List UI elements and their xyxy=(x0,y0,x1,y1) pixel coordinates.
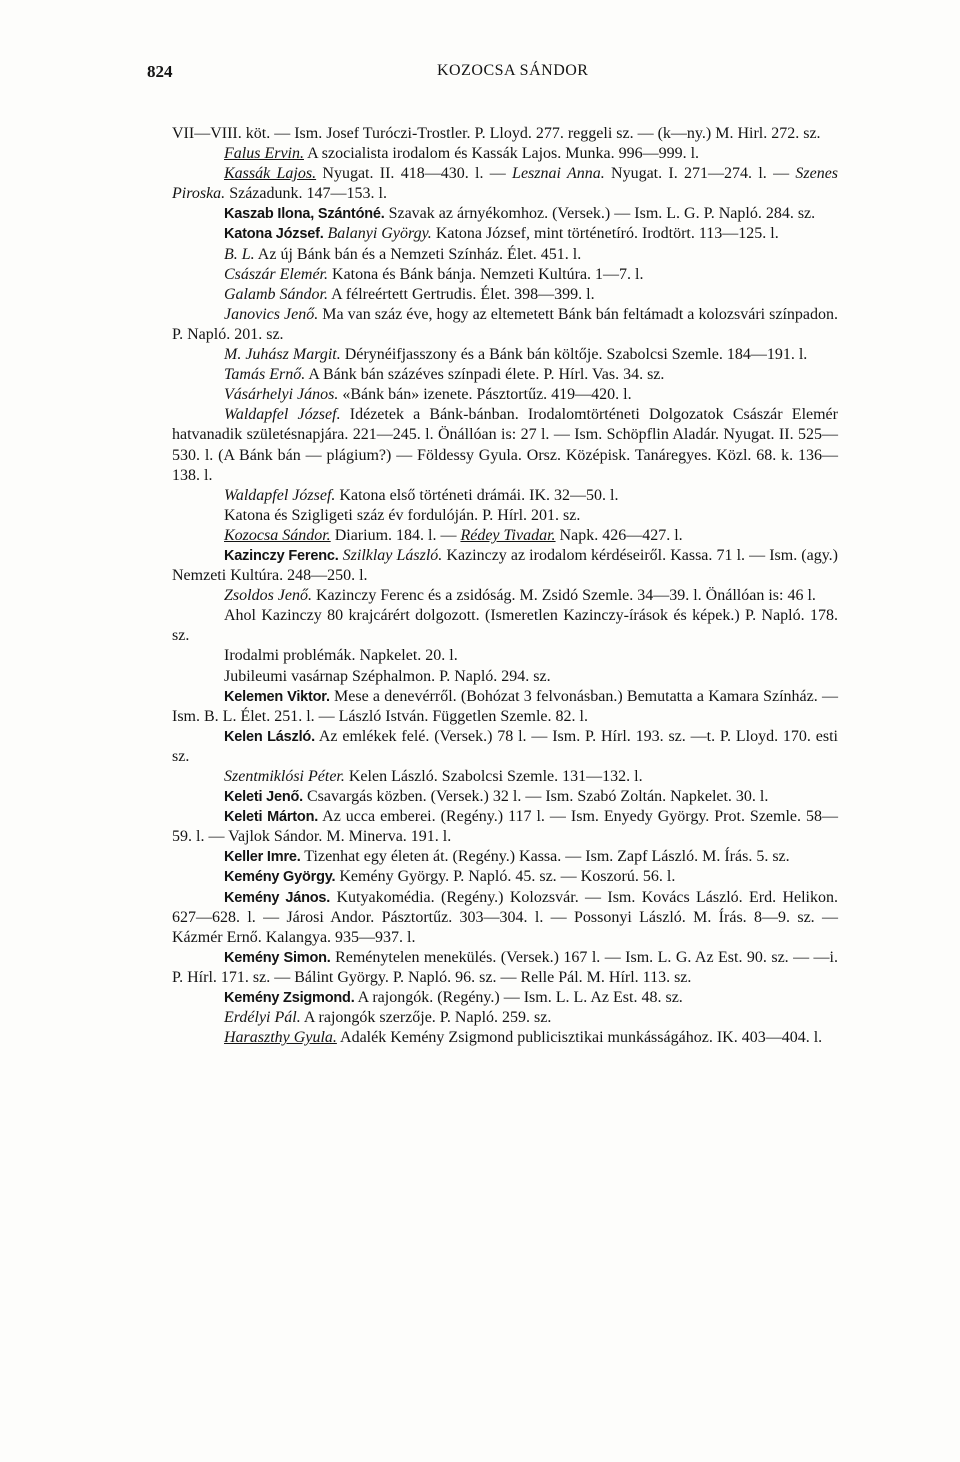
bibliography-entry xyxy=(172,526,838,546)
page-header xyxy=(147,62,837,86)
entry-text: «Bánk bán» izenete. Pásztortűz. 419—420. l. xyxy=(338,386,632,404)
entry-text: Szavak az árnyékomhoz. (Versek.) — Ism. L. G. P. Napló. 284. sz. xyxy=(384,205,816,223)
bibliography-entry xyxy=(172,385,838,405)
entry-name: Szenes Piroska. xyxy=(172,165,839,203)
bibliography-entry xyxy=(172,285,838,305)
entry-text: Reménytelen menekülés. (Versek.) 167 l. — Ism. L. G. Az Est. 90. sz. — —i. P. Hírl. 171. sz. — Bálint György. P. Napló. 96. sz. — Relle Pál. M. Hírl. 113. sz. xyxy=(172,948,838,986)
bibliography-entry xyxy=(172,1008,838,1028)
page-number: 824 xyxy=(147,62,173,81)
bibliography-entry xyxy=(172,586,838,606)
bibliography-entry xyxy=(172,164,838,204)
entry-text: Tizenhat egy életen át. (Regény.) Kassa. — Ism. Zapf László. M. Írás. 5. sz. xyxy=(300,848,790,866)
entry-name: Császár Elemér. xyxy=(224,265,329,283)
bibliography-body xyxy=(172,124,838,1048)
bibliography-entry xyxy=(172,486,838,506)
entry-name: Lesznai Anna. xyxy=(512,165,605,183)
bibliography-entry xyxy=(172,506,838,526)
entry-text: Irodalmi problémák. Napkelet. 20. l. xyxy=(224,647,458,665)
entry-text: Ahol Kazinczy 80 krajcárért dolgozott. (Ismeretlen Kazinczy-írások és képek.) P. Napló. 178. sz. xyxy=(172,607,838,645)
bibliography-entry xyxy=(172,144,838,164)
entry-name: Kemény Simon. xyxy=(224,949,331,966)
entry-text: Katona és Bánk bánja. Nemzeti Kultúra. 1—7. l. xyxy=(328,265,644,283)
entry-name: Janovics Jenő. xyxy=(224,305,319,323)
bibliography-entry xyxy=(172,124,838,144)
entry-text: Az ucca emberei. (Regény.) 117 l. — Ism. Enyedy György. Prot. Szemle. 58—59. l. — Vajlok Sándor. M. Minerva. 191. l. xyxy=(172,808,838,846)
entry-text: Katona első történeti drámái. IK. 32—50. l. xyxy=(335,486,619,504)
entry-name: Keller Imre. xyxy=(224,849,301,866)
entry-text: A Bánk bán százéves színpadi élete. P. Hírl. Vas. 34. sz. xyxy=(305,366,665,384)
bibliography-entry xyxy=(172,365,838,385)
entry-text: Jubileumi vasárnap Széphalmon. P. Napló. 294. sz. xyxy=(224,667,551,685)
entry-name: Rédey Tivadar. xyxy=(460,526,556,544)
entry-text: Nyugat. II. 418—430. l. — xyxy=(316,165,513,183)
entry-name: Erdélyi Pál. xyxy=(224,1009,301,1027)
entry-name: Waldapfel József. xyxy=(224,406,341,424)
entry-name: Keleti Márton. xyxy=(224,809,319,826)
entry-text: Csavargás közben. (Versek.) 32 l. — Ism. Szabó Zoltán. Napkelet. 30. l. xyxy=(303,788,769,806)
entry-text: Kemény György. P. Napló. 45. sz. — Koszorú. 56. l. xyxy=(335,868,676,886)
entry-text: Ma van száz éve, hogy az eltemetett Bánk bán feltámadt a kolozsvári színpadon. P. Napló. 201. sz. xyxy=(172,305,838,343)
entry-name: Vásárhelyi János. xyxy=(224,386,339,404)
bibliography-entry xyxy=(172,305,838,345)
entry-name: Waldapfel József. xyxy=(224,486,336,504)
bibliography-entry xyxy=(172,245,838,265)
entry-name: Katona József. xyxy=(224,226,324,243)
entry-name: Kassák Lajos. xyxy=(224,165,317,183)
entry-text: A félreértett Gertrudis. Élet. 398—399. l. xyxy=(328,285,595,303)
running-head: KOZOCSA SÁNDOR xyxy=(437,62,589,79)
bibliography-entry xyxy=(172,667,838,687)
bibliography-entry xyxy=(172,687,838,727)
entry-name: Szentmiklósi Péter. xyxy=(224,768,345,785)
entry-text: Kelen László. Szabolcsi Szemle. 131—132. l. xyxy=(344,768,643,785)
bibliography-entry xyxy=(172,546,838,586)
entry-name: Zsoldos Jenő. xyxy=(224,587,312,605)
bibliography-entry xyxy=(172,767,838,787)
bibliography-entry xyxy=(172,787,838,807)
entry-name: Kemény János. xyxy=(224,889,331,906)
entry-text: VII—VIII. köt. — Ism. Josef Turóczi-Trostler. P. Lloyd. 277. reggeli sz. — (k—ny.) M. Hirl. 272. sz. xyxy=(172,125,821,142)
bibliography-entry xyxy=(172,867,838,887)
entry-name: Szilklay László. xyxy=(342,546,443,564)
entry-text: Diarium. 184. l. — xyxy=(330,526,461,544)
bibliography-entry xyxy=(172,948,838,988)
entry-text: Az emlékek felé. (Versek.) 78 l. — Ism. P. Hírl. 193. sz. —t. P. Lloyd. 170. esti sz. xyxy=(172,727,838,765)
bibliography-entry xyxy=(172,807,838,847)
bibliography-entry xyxy=(172,224,838,244)
entry-text: Dérynéifjasszony és a Bánk bán költője. Szabolcsi Szemle. 184—191. l. xyxy=(340,346,808,364)
entry-text: A rajongók. (Regény.) — Ism. L. L. Az Est. 48. sz. xyxy=(354,989,683,1007)
entry-name: B. L. xyxy=(224,245,255,263)
entry-name: Keleti Jenő. xyxy=(224,789,303,806)
entry-name: Kelemen Viktor. xyxy=(224,688,330,705)
bibliography-entry xyxy=(172,1028,838,1048)
bibliography-entry xyxy=(172,988,838,1008)
entry-text: Kazinczy Ferenc és a zsidóság. M. Zsidó Szemle. 34—39. l. Önállóan is: 46 l. xyxy=(312,587,816,605)
entry-text: Katona József, mint történetíró. Irodtört. 113—125. l. xyxy=(431,225,779,243)
bibliography-entry xyxy=(172,727,838,767)
entry-name: Kelen László. xyxy=(224,728,315,745)
entry-name: Galamb Sándor. xyxy=(224,285,329,303)
entry-text: Nyugat. I. 271—274. l. — xyxy=(604,165,796,183)
entry-text: Mese a denevérről. (Bohózat 3 felvonásban.) Bemutatta a Kamara Színház. — Ism. B. L. Élet. 251. l. — László István. Független Szemle. 82. l. xyxy=(172,687,839,725)
entry-name: Tamás Ernő. xyxy=(224,366,306,384)
entry-text: Idézetek a Bánk-bánban. Irodalomtörténeti Dolgozatok Császár Elemér hatvanadik születésnapjára. 221—245. l. Önállóan is: 27 l. — Ism. Schöpflin Aladár. Nyugat. II. 525—530. l. (A Bánk bán — plágium?) — Földessy Gyula. Orsz. Középisk. Tanáregyes. Közl. 68. k. 136—138. l. xyxy=(172,406,838,484)
bibliography-entry xyxy=(172,345,838,365)
entry-text: Kutyakomédia. (Regény.) Kolozsvár. — Ism. Kovács László. Erd. Helikon. 627—628. l. — Járosi Andor. Pásztortűz. 303—304. l. — Possonyi László. M. Írás. 8—9. sz. — Kázmér Ernő. Kalangya. 935—937. l. xyxy=(172,888,839,946)
entry-name: Kemény György. xyxy=(224,869,336,886)
entry-name: M. Juhász Margit. xyxy=(224,346,341,364)
bibliography-entry xyxy=(172,204,838,224)
entry-text: Adalék Kemény Zsigmond publicisztikai munkásságához. IK. 403—404. l. xyxy=(336,1029,823,1047)
entry-text: A szocialista irodalom és Kassák Lajos. Munka. 996—999. l. xyxy=(304,145,700,163)
entry-name: Kozocsa Sándor. xyxy=(224,526,331,544)
entry-name: Kemény Zsigmond. xyxy=(224,990,355,1007)
bibliography-entry xyxy=(172,405,838,485)
entry-name: Balanyi György. xyxy=(327,225,432,243)
entry-name: Falus Ervin. xyxy=(224,145,304,163)
entry-text: Katona és Szigligeti száz év fordulóján. P. Hírl. 201. sz. xyxy=(224,506,581,524)
entry-name: Kaszab Ilona, Szántóné. xyxy=(224,206,385,223)
bibliography-entry xyxy=(172,606,838,646)
bibliography-entry xyxy=(172,646,838,666)
bibliography-entry xyxy=(172,265,838,285)
entry-name: Haraszthy Gyula. xyxy=(224,1029,337,1047)
entry-text: A rajongók szerzője. P. Napló. 259. sz. xyxy=(300,1009,552,1027)
entry-text: Az új Bánk bán és a Nemzeti Színház. Élet. 451. l. xyxy=(254,245,582,263)
entry-text: Napk. 426—427. l. xyxy=(555,526,683,544)
entry-name: Kazinczy Ferenc. xyxy=(224,547,339,564)
entry-text: Kazinczy az irodalom kérdéseiről. Kassa. 71 l. — Ism. (agy.) Nemzeti Kultúra. 248—250. l. xyxy=(172,546,839,585)
bibliography-entry xyxy=(172,847,838,867)
entry-text: Századunk. 147—153. l. xyxy=(225,185,387,203)
bibliography-entry xyxy=(172,888,838,948)
